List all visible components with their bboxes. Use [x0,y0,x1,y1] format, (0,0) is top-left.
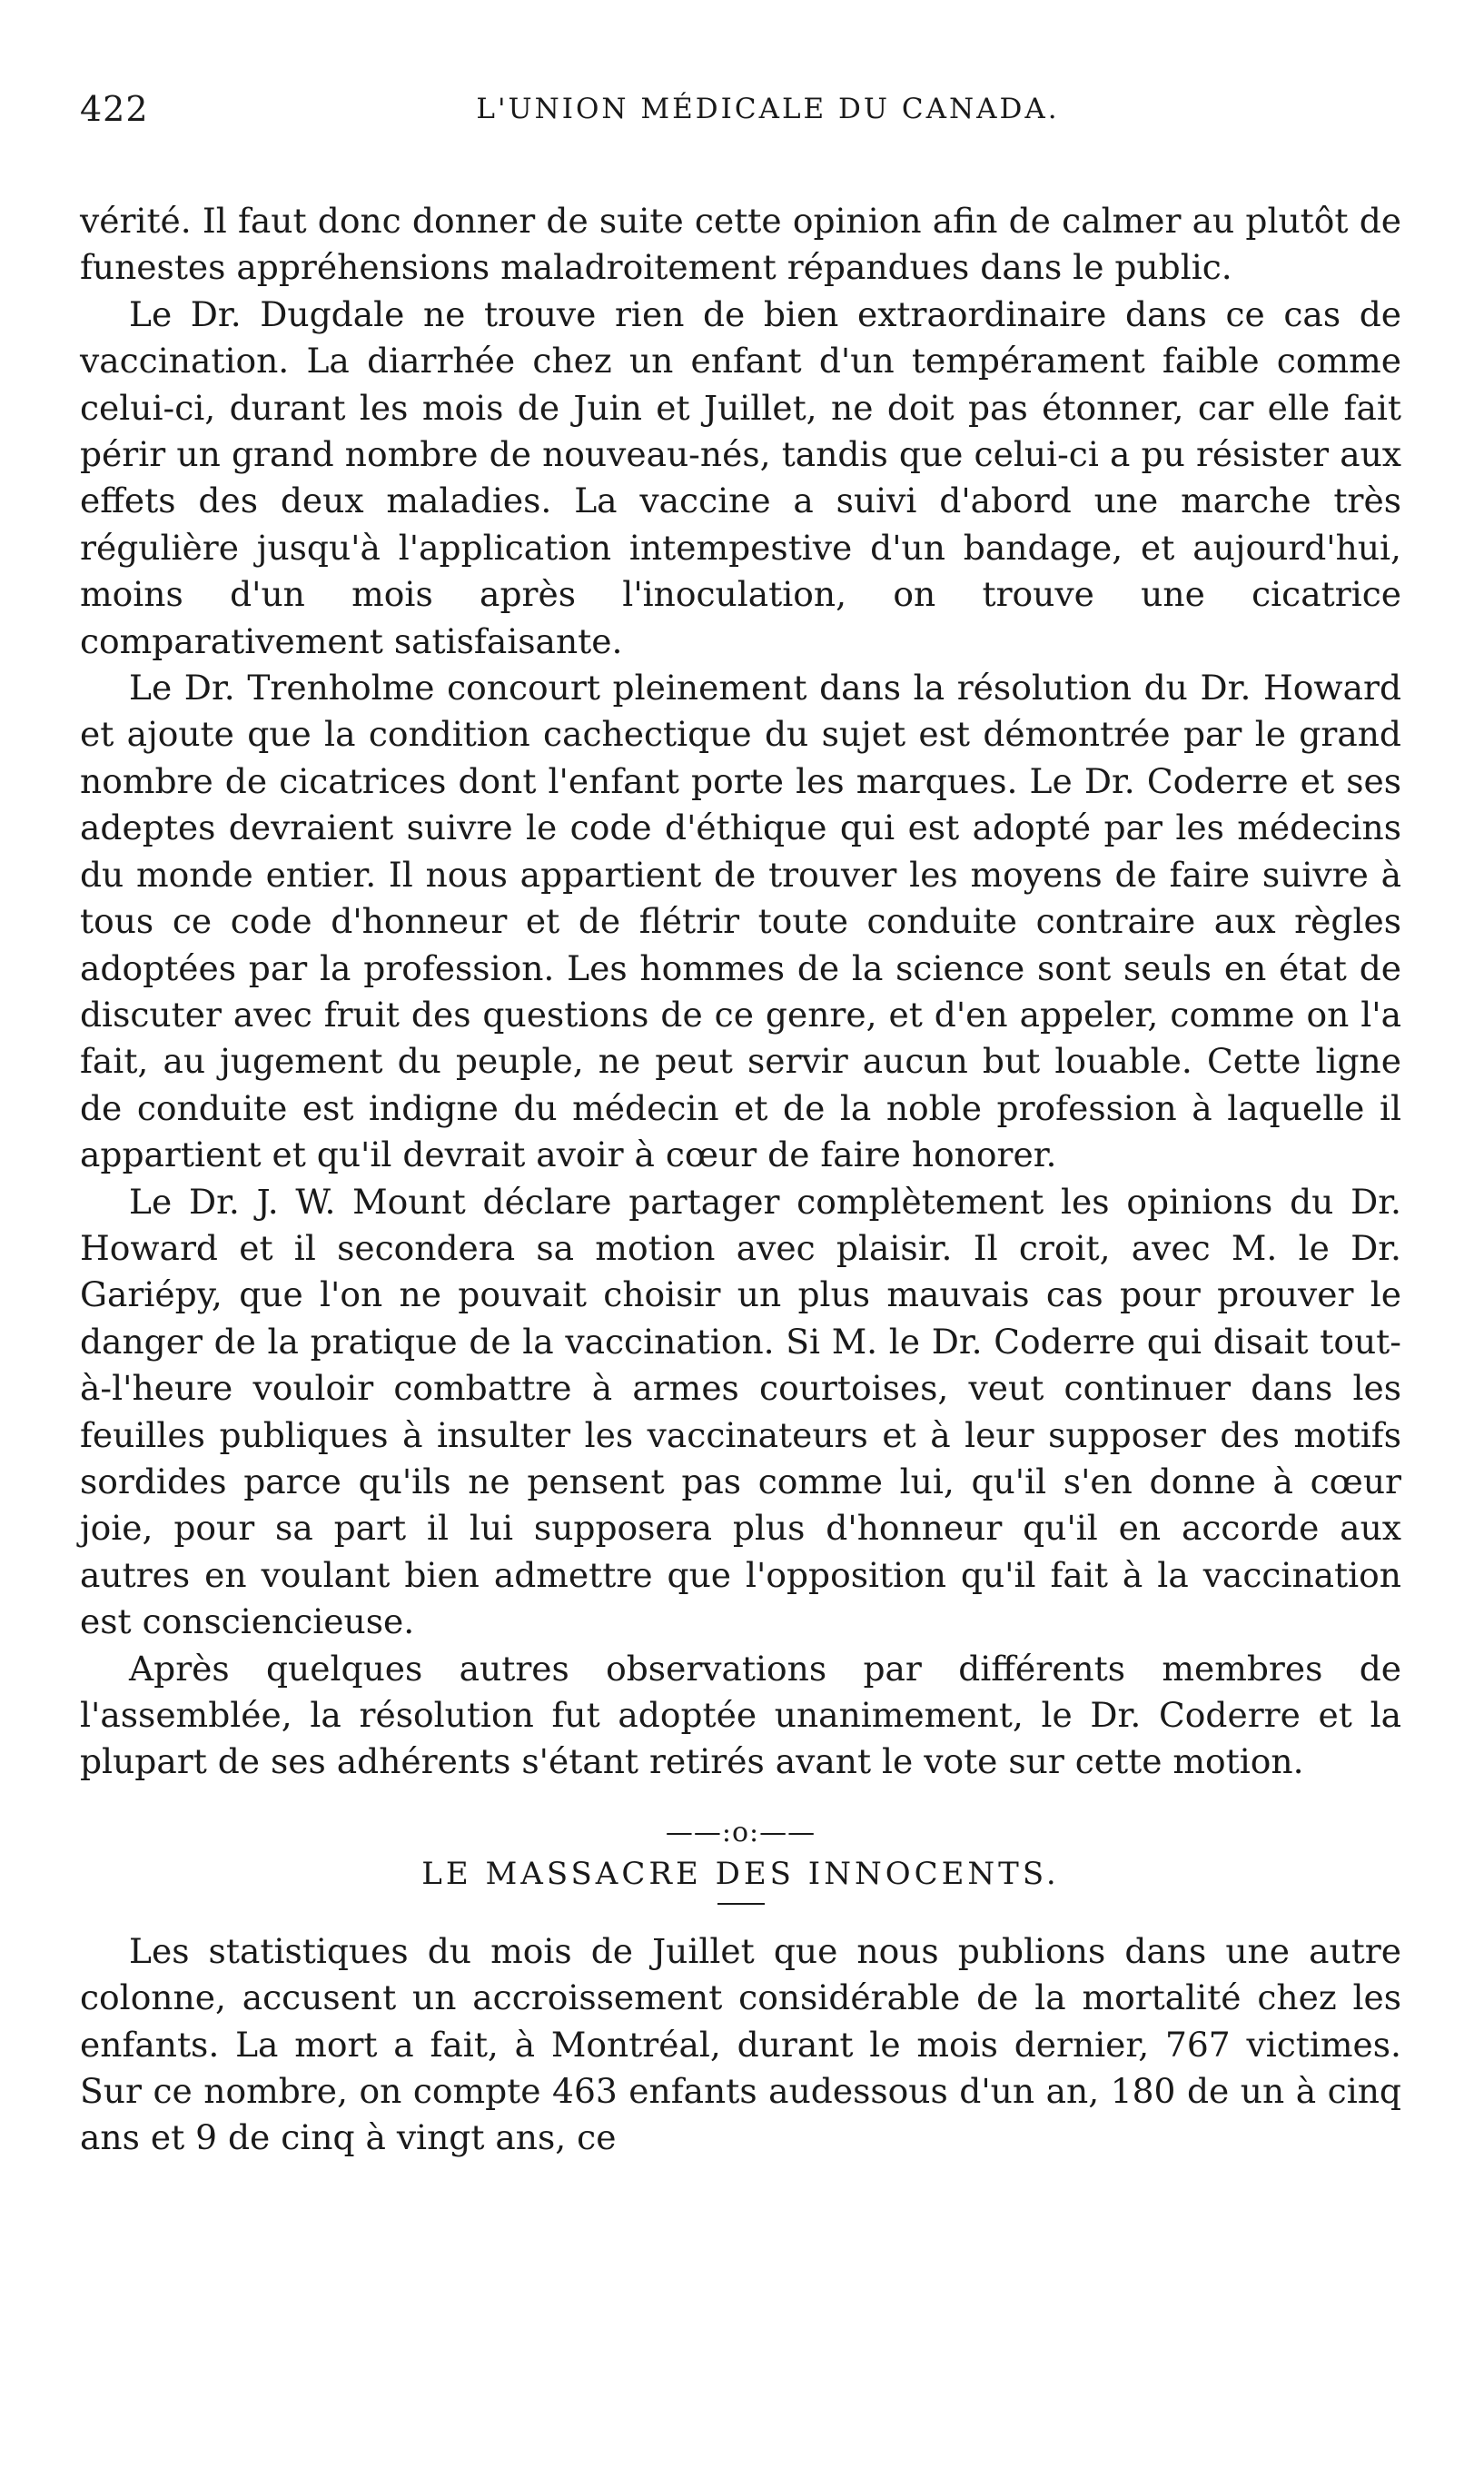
page-header [80,89,1401,144]
paragraph-mount: Le Dr. J. W. Mount déclare partager complètement les opinions du Dr. Howard et il secondera sa motion avec plaisir. Il croit, avec M. le Dr. Gariépy, que l'on ne pouvait choisir un plus mauvais cas pour prouver le danger de la pratique de la vaccination. Si M. le Dr. Coderre qui disait tout-à-l'heure vouloir combattre à armes courtoises, veut continuer dans les feuilles publiques à insulter les vaccinateurs et à leur supposer des motifs sordides parce qu'ils ne pensent pas comme lui, qu'il s'en donne à cœur joie, pour sa part il lui supposera plus d'honneur qu'il en accorde aux autres en voulant bien admettre que l'opposition qu'il fait à la vaccination est consciencieuse. [80,1181,1401,1642]
page [80,0,1401,2162]
running-head: L'UNION MÉDICALE DU CANADA. [476,93,1060,125]
paragraph-continuation: vérité. Il faut donc donner de suite cette opinion afin de calmer au plutôt de funestes appréhensions maladroitement répandues dans le public. [80,201,1401,288]
section-divider: ——:o:—— [665,1816,816,1848]
page-number: 422 [80,89,149,129]
section-body [80,1928,1401,2162]
paragraph-dugdale: Le Dr. Dugdale ne trouve rien de bien extraordinaire dans ce cas de vaccination. La diarrhée chez un enfant d'un tempérament faible comme celui-ci, durant les mois de Juin et Juillet, ne doit pas étonner, car elle fait périr un grand nombre de nouveau-nés, tandis que celui-ci a pu résister aux effets des deux maladies. La vaccine a suivi d'abord une marche très régulière jusqu'à l'application intempestive d'un bandage, et aujourd'hui, moins d'un mois après l'inoculation, on trouve une cicatrice comparativement satisfaisante. [80,293,1401,661]
paragraph-resolution: Après quelques autres observations par différents membres de l'assemblée, la résolution fut adoptée unanimement, le Dr. Coderre et la plupart de ses adhérents s'étant retirés avant le vote sur cette motion. [80,1648,1401,1782]
paragraph-trenholme: Le Dr. Trenholme concourt pleinement dans la résolution du Dr. Howard et ajoute que la condition cachectique du sujet est démontrée par le grand nombre de cicatrices dont l'enfant porte les marques. Le Dr. Coderre et ses adeptes devraient suivre le code d'éthique qui est adopté par les médecins du monde entier. Il nous appartient de trouver les moyens de faire suivre à tous ce code d'honneur et de flétrir toute conduite contraire aux règles adoptées par la profession. Les hommes de la science sont seuls en état de discuter avec fruit des questions de ce genre, et d'en appeler, comme on l'a fait, au jugement du peuple, ne peut servir aucun but louable. Cette ligne de conduite est indigne du médecin et de la noble profession à laquelle il appartient et qu'il devrait avoir à cœur de faire honorer. [80,668,1401,1175]
article-body [80,198,1401,1786]
section-title: LE MASSACRE DES INNOCENTS. [421,1855,1060,1892]
title-rule [717,1903,765,1905]
paragraph-statistics: Les statistiques du mois de Juillet que nous publions dans une autre colonne, accusent un accroissement considérable de la mortalité chez les enfants. La mort a fait, à Montréal, durant le mois dernier, 767 victimes. Sur ce nombre, on compte 463 enfants audessous d'un an, 180 de un à cinq ans et 9 de cinq à vingt ans, ce [80,1930,1401,2158]
